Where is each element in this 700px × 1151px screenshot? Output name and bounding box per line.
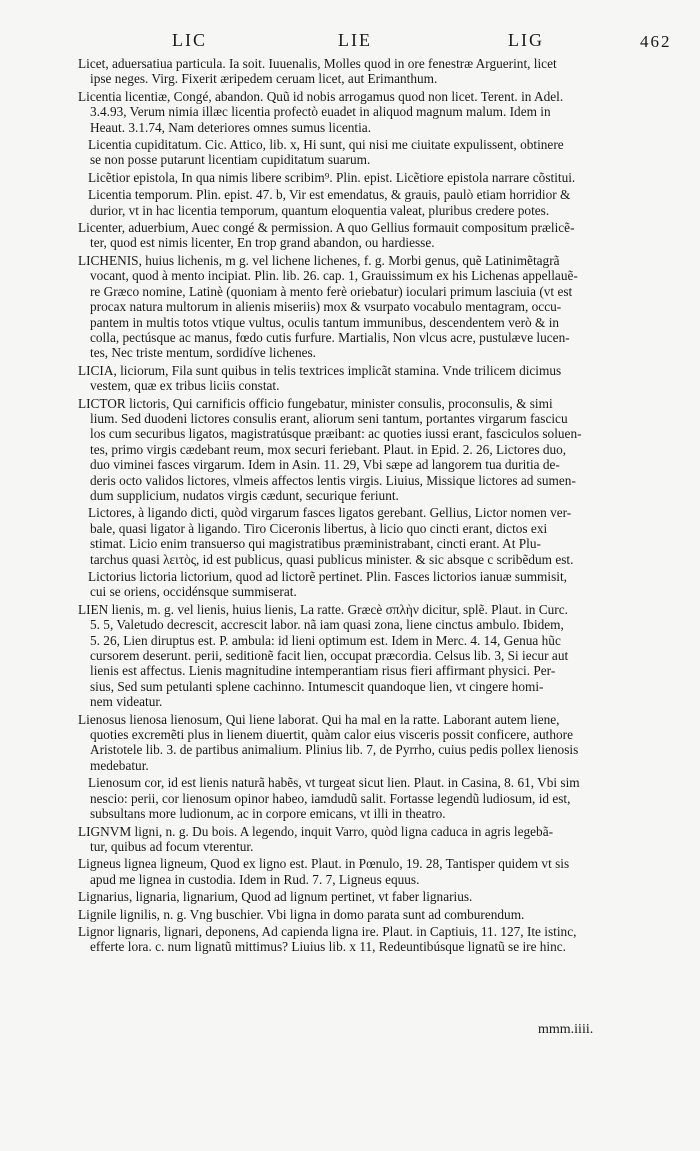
entry-line: LIGNVM ligni, n. g. Du bois. A legendo, inquit Varro, quòd ligna caduca in agris legebã- bbox=[78, 823, 554, 839]
entry-line: Licenter, aduerbium, Auec congé & permission. A quo Gellius formauit compositum prælicẽ- bbox=[78, 220, 575, 236]
entry-line: Ligneus lignea ligneum, Quod ex ligno est. Plaut. in Pœnulo, 19. 28, Tantisper quidem vt sis bbox=[78, 856, 570, 872]
dictionary-entry bbox=[78, 907, 650, 922]
entry-line: 5. 26, Lien diruptus est. P. ambula: id lieni optimum est. Idem in Merc. 4. 14, Genua hũc bbox=[90, 632, 561, 648]
entry-line: 3.4.93, Verum nimia illæc licentia profectò euadet in aliquod magnum malum. Idem in bbox=[90, 104, 551, 120]
entry-line: Lignor lignaris, lignari, deponens, Ad capienda ligna ire. Plaut. in Captiuis, 11. 127, Ite istinc, bbox=[78, 923, 577, 939]
dictionary-entry bbox=[78, 712, 650, 774]
entry-line: lienis est affectus. Lienis magnitudine intemperantiam risus fieri affirmant physici. Per- bbox=[90, 663, 556, 679]
entry-line: Licet, aduersatiua particula. Ia soit. Iuuenalis, Molles quod in ore fenestræ Arguerint, licet bbox=[78, 56, 557, 71]
entry-line: vocant, quod à mento incipiat. Plin. lib. 26. cap. 1, Grauissimum ex his Lichenas appellauẽ- bbox=[90, 268, 578, 284]
entry-line: Licentia temporum. Plin. epist. 47. b, Vir est emendatus, & grauis, paulò etiam horridior & bbox=[88, 187, 571, 203]
entry-line: Licentia licentiæ, Congé, abandon. Quũ id nobis arrogamus quod non licet. Terent. in Adel. bbox=[78, 88, 564, 104]
entry-line: Lienosum cor, id est lienis naturã habẽs, vt turgeat sicut lien. Plaut. in Casina, 8. 61, Vbi sim bbox=[88, 775, 580, 791]
entry-line: subsultans more ludionum, ac in corpore emicans, vt illi in theatro. bbox=[90, 806, 446, 822]
dictionary-entry bbox=[78, 56, 650, 87]
dictionary-entry bbox=[78, 363, 650, 394]
dictionary-entry bbox=[78, 170, 650, 185]
entry-line: LICHENIS, huius lichenis, m g. vel lichene lichenes, f. g. Morbi genus, quẽ Latinimẽtagrã bbox=[78, 252, 560, 268]
entry-line: dum supplicium, nudatos virgis cædunt, securique feriunt. bbox=[90, 487, 399, 503]
dictionary-entry bbox=[78, 889, 650, 904]
entry-line: LICIA, liciorum, Fila sunt quibus in telis textrices implicãt stamina. Vnde trilicem dicimus bbox=[78, 362, 562, 378]
entry-line: duo viminei fasces virgarum. Idem in Asin. 11. 29, Vbi sæpe ad langorem tua duritia de- bbox=[90, 457, 560, 473]
dictionary-entry bbox=[78, 253, 650, 361]
entry-line: sius, Sed sum petulanti splene cachinno. Intumescit quandoque lien, vt cingere homi- bbox=[90, 678, 544, 694]
entry-line: nescio: perii, cor lienosum opinor habeo, iamdudũ salit. Fortasse legendũ ludiosum, id est, bbox=[90, 790, 571, 806]
entry-line: tur, quibus ad focum vterentur. bbox=[90, 838, 254, 854]
page-number: 462 bbox=[640, 32, 672, 51]
entry-line: Lignarius, lignaria, lignarium, Quod ad lignum pertinet, vt faber lignarius. bbox=[78, 889, 473, 905]
entry-line: quoties excremẽti plus in lienem diuertit, quàm calor eius visceris possit conficere, authore bbox=[90, 727, 573, 743]
entry-line: Lictores, à ligando dicti, quòd virgarum fasces ligatos gerebant. Gellius, Lictor nomen ver- bbox=[88, 505, 572, 521]
entry-line: Licẽtior epistola, In qua nimis libere scribim⁹. Plin. epist. Licẽtiore epistola narrare cõstitui. bbox=[88, 169, 576, 185]
dictionary-entry bbox=[78, 187, 650, 218]
entry-line: re Græco nomine, Latinè (quoniam à mento ferè oriebatur) ioculari primum lasciuia (vt est bbox=[90, 283, 573, 299]
entry-line: vestem, quæ ex tribus liciis constat. bbox=[90, 378, 280, 394]
dictionary-entry bbox=[78, 137, 650, 168]
entry-line: nem videatur. bbox=[90, 694, 163, 710]
entry-line: 5. 5, Valetudo decrescit, accrescit labor. nã iam quasi zona, liene cinctus ambulo. Ibidem, bbox=[90, 617, 564, 633]
entry-line: lium. Sed duodeni lictores consulis erant, aliorum seni tantum, portantes virgarum fascicu bbox=[90, 410, 568, 426]
dictionary-entry bbox=[78, 924, 650, 955]
guide-word-left: LIC bbox=[172, 30, 207, 50]
entry-line: apud me lignea in custodia. Idem in Rud. 7. 7, Ligneus equus. bbox=[90, 871, 420, 887]
entry-line: tes, Nec triste mentum, sordidíve lichenes. bbox=[90, 345, 316, 361]
entries-column bbox=[78, 56, 650, 957]
entry-line: Aristotele lib. 3. de partibus animalium. Plinius lib. 7, de Pyrrho, cuius pedis pollex lienosis bbox=[90, 742, 579, 758]
entry-line: ter, quod est nimis licenter, En trop grand abandon, ou hardiesse. bbox=[90, 235, 435, 251]
entry-line: stimat. Licio enim transuerso qui magistratibus præministrabant, cincti erant. At Plu- bbox=[90, 536, 541, 552]
entry-line: Lignile lignilis, n. g. Vng buschier. Vbi ligna in domo parata sunt ad comburendum. bbox=[78, 906, 525, 922]
guide-word-right: LIG bbox=[508, 30, 544, 50]
signature-mark: mmm.iiii. bbox=[538, 1022, 594, 1037]
guide-word-center: LIE bbox=[338, 30, 372, 50]
entry-line: LICTOR lictoris, Qui carnificis officio fungebatur, minister consulis, proconsulis, & simi bbox=[78, 395, 553, 411]
dictionary-entry bbox=[78, 89, 650, 135]
entry-line: Licentia cupiditatum. Cic. Attico, lib. x, Hi sunt, qui nisi me ciuitate expulissent, obtinere bbox=[88, 137, 564, 153]
dictionary-entry bbox=[78, 602, 650, 710]
entry-line: LIEN lienis, m. g. vel lienis, huius lienis, La ratte. Græcè σπλὴν dicitur, splẽ. Plaut. in Curc. bbox=[78, 601, 568, 617]
entry-line: medebatur. bbox=[90, 757, 149, 773]
dictionary-entry bbox=[78, 824, 650, 855]
entry-line: pantem in multis totos vtique vultus, oculis tantum immunibus, descendentem verò & in bbox=[90, 314, 560, 330]
running-header bbox=[0, 30, 700, 52]
entry-line: colla, pectúsque ac manus, fœdo cutis furfure. Martialis, Non vlcus acre, pustulæve lucen- bbox=[90, 329, 570, 345]
entry-line: durior, vt in hac licentia temporum, quantum eloquentia valeat, pluribus credere potes. bbox=[90, 202, 550, 218]
entry-line: Lienosus lienosa lienosum, Qui liene laborat. Qui ha mal en la ratte. Laborant autem liene, bbox=[78, 711, 560, 727]
dictionary-entry bbox=[78, 220, 650, 251]
dictionary-entry bbox=[78, 396, 650, 504]
entry-line: efferte lora. c. num lignatũ mittimus? Liuius lib. x 11, Redeuntibúsque lignatũ se ire hinc. bbox=[90, 939, 567, 955]
entry-line: Heaut. 3.1.74, Nam deteriores omnes sumus licentia. bbox=[90, 119, 372, 135]
dictionary-entry bbox=[78, 856, 650, 887]
entry-line: se non posse putarunt licentiam cupiditatum suarum. bbox=[90, 152, 371, 168]
entry-line: deris octo validos lictores, vlmeis affectos lentis virgis. Liuius, Missique lictores ad sumen- bbox=[90, 472, 576, 488]
entry-line: ipse neges. Virg. Fixerit æripedem ceruam licet, aut Erimanthum. bbox=[90, 71, 438, 87]
entry-line: cursorem deserunt. perii, seditionẽ facit lien, occupat præcordia. Celsus lib. 3, Si iecur aut bbox=[90, 648, 569, 664]
entry-line: tarchus quasi λειτὸς, id est publicus, quasi publicus minister. & sic absque c scribẽdum est. bbox=[90, 551, 574, 567]
entry-line: Lictorius lictoria lictorium, quod ad lictorẽ pertinet. Plin. Fasces lictorios ianuæ summisit, bbox=[88, 569, 567, 584]
dictionary-entry bbox=[78, 775, 650, 821]
entry-line: los cum securibus ligatos, magistratúsque præibant: ac quoties iussi erant, fasciculos soluen- bbox=[90, 426, 582, 442]
entry-line: cui se oriens, occidénsque summiserat. bbox=[90, 584, 297, 600]
entry-line: bale, quasi ligator à ligando. Tiro Ciceronis libertus, à licio quo cincti erant, dictos exi bbox=[90, 520, 548, 536]
entry-line: procax natura multorum in alienis miseriis) mox & vsurpato vocabulo mentagram, occu- bbox=[90, 299, 562, 315]
dictionary-entry bbox=[78, 505, 650, 567]
entry-line: tes, primo virgis cædebant reum, mox securi feriebant. Plaut. in Epid. 2. 26, Lictores duo, bbox=[90, 441, 567, 457]
dictionary-entry bbox=[78, 569, 650, 600]
